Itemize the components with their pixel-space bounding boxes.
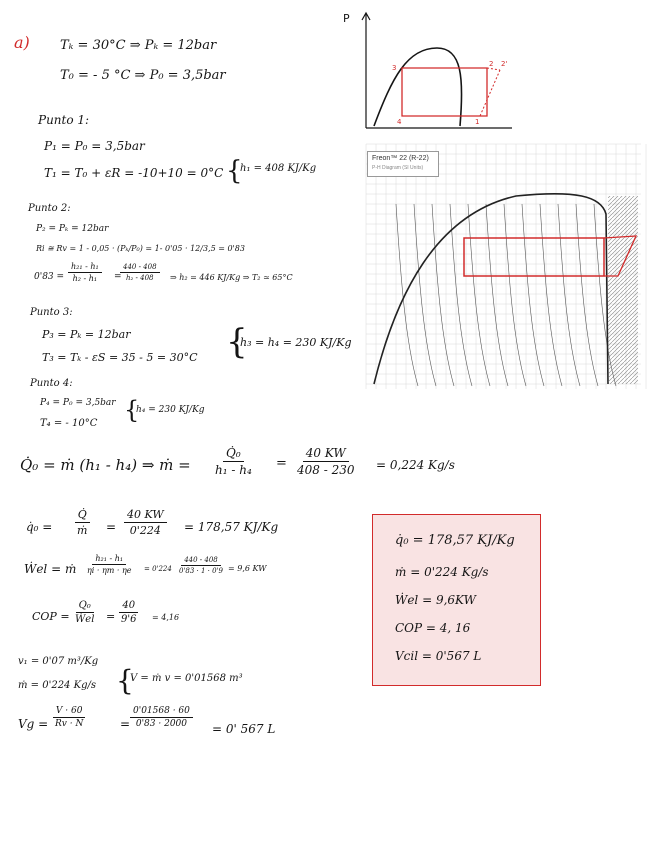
vg-result: = 0' 567 L xyxy=(212,722,276,736)
cop-frac-1-num: Q₀ xyxy=(76,600,94,613)
punto3-temperature: T₃ = Tₖ - εS = 35 - 5 = 30°C xyxy=(42,351,198,364)
massflow-frac-1 xyxy=(212,446,255,477)
sketch-dashed-line xyxy=(480,70,500,116)
q0-frac-2-den: 0'224 xyxy=(129,524,161,537)
chart-legend-box xyxy=(367,151,439,177)
punto2-eq-lhs: 0'83 = xyxy=(34,272,65,282)
punto3-enthalpy: h₃ = h₄ = 230 KJ/Kg xyxy=(240,336,352,349)
punto2-frac-1 xyxy=(68,262,102,283)
punto2-frac-2-num: 440 - 408 xyxy=(120,263,160,273)
q0-lhs: q̇₀ = xyxy=(26,520,53,534)
sketch-point-1: 1 xyxy=(475,118,480,126)
punto2-eq-mid: = xyxy=(114,272,122,282)
sketch-point-4: 4 xyxy=(397,118,402,126)
chart-superheat-region xyxy=(608,196,638,384)
saturation-dome xyxy=(374,48,462,126)
punto3-pressure: P₃ = Pₖ = 12bar xyxy=(42,328,131,341)
punto2-eq-rhs: ⇒ h₂ = 446 KJ/Kg ⇒ T₂ ≃ 65°C xyxy=(170,273,293,282)
volumetric-flow: V = ṁ v = 0'01568 m³ xyxy=(130,673,243,684)
sketch-point-2-prime: 2' xyxy=(501,60,508,68)
punto4-brace: { xyxy=(124,396,140,424)
given-evaporating: T₀ = - 5 °C ⇒ P₀ = 3,5bar xyxy=(60,68,226,83)
part-label: a) xyxy=(14,33,30,52)
vg-frac-2-num: 0'01568 · 60 xyxy=(130,706,193,718)
cop-frac-1-den: Ẇel xyxy=(75,614,95,625)
massflow-frac-2-num: 40 KW xyxy=(303,446,349,462)
result-q0: q̇₀ = 178,57 KJ/Kg xyxy=(395,533,515,548)
wel-lhs: Ẇel = ṁ xyxy=(24,562,77,576)
wel-frac-1 xyxy=(84,554,135,575)
punto1-temperature: T₁ = T₀ + εR = -10+10 = 0°C xyxy=(44,166,224,180)
q0-frac-1-num: Q̇ xyxy=(75,508,90,523)
q0-frac-1-den: ṁ xyxy=(77,524,88,537)
vg-frac-1-num: V · 60 xyxy=(53,706,86,718)
punto3-heading: Punto 3: xyxy=(30,307,73,318)
vg-frac-2-den: 0'83 · 2000 xyxy=(135,719,187,729)
wel-mid: = 0'224 xyxy=(144,565,172,573)
sketch-cycle xyxy=(402,68,487,116)
sketch-point-3: 3 xyxy=(392,64,397,72)
punto1-heading: Punto 1: xyxy=(38,113,90,127)
volume-brace: { xyxy=(116,664,134,697)
punto2-frac-2-den: h₂ - 408 xyxy=(126,274,154,282)
cop-frac-2-num: 40 xyxy=(119,600,138,613)
massflow-frac-2-den: 408 - 230 xyxy=(297,463,355,477)
cop-frac-2-den: 9'6 xyxy=(121,614,137,625)
massflow-frac-1-num: Q̇₀ xyxy=(223,446,244,462)
punto1-brace: { xyxy=(226,156,243,186)
q0-result: = 178,57 KJ/Kg xyxy=(184,520,279,534)
wel-frac-2-den: 0'83 · 1 · 0'9 xyxy=(179,567,223,575)
cop-frac-1 xyxy=(72,600,97,625)
punto1-enthalpy: h₁ = 408 KJ/Kg xyxy=(240,163,317,174)
massflow-frac-1-den: h₁ - h₄ xyxy=(215,463,252,477)
sketch-real-compression xyxy=(487,68,500,70)
vg-frac-1 xyxy=(52,706,86,729)
sketch-axis-label: P xyxy=(343,12,350,25)
wel-frac-1-num: h₂₁ - h₁ xyxy=(92,554,126,565)
punto4-temperature: T₄ = - 10°C xyxy=(40,418,98,429)
result-mass-flow: ṁ = 0'224 Kg/s xyxy=(395,565,489,579)
wel-frac-1-den: ηi · ηm · ηe xyxy=(87,566,132,575)
punto1-pressure: P₁ = P₀ = 3,5bar xyxy=(44,139,145,153)
massflow-eq: = xyxy=(276,456,287,471)
punto2-frac-2 xyxy=(120,263,160,282)
punto4-enthalpy: h₄ = 230 KJ/Kg xyxy=(136,405,205,415)
result-cop: COP = 4, 16 xyxy=(395,621,471,635)
vg-frac-1-den: Rv · N xyxy=(55,719,84,729)
cop-lhs: COP = xyxy=(32,610,70,623)
cop-result: = 4,16 xyxy=(152,613,180,622)
result-vcil: Vcil = 0'567 L xyxy=(395,649,482,663)
punto2-frac-1-num: h₂₁ - h₁ xyxy=(68,262,102,273)
result-wel: Ẇel = 9,6KW xyxy=(395,593,476,607)
chart-subtitle: P-H Diagram (SI Units) xyxy=(372,165,424,171)
q0-frac-2-num: 40 KW xyxy=(124,508,167,523)
given-condensing: Tₖ = 30°C ⇒ Pₖ = 12bar xyxy=(60,38,217,53)
punto4-pressure: P₄ = P₀ = 3,5bar xyxy=(40,398,116,408)
q0-frac-2 xyxy=(124,508,167,537)
volume-mass-flow: ṁ = 0'224 Kg/s xyxy=(18,680,96,691)
punto2-heading: Punto 2: xyxy=(28,203,71,214)
vg-lhs: Vg = xyxy=(18,717,49,731)
q0-eq: = xyxy=(106,520,117,534)
wel-result: = 9,6 KW xyxy=(228,564,267,573)
massflow-result: = 0,224 Kg/s xyxy=(376,458,455,472)
specific-volume: v₁ = 0'07 m³/Kg xyxy=(18,656,99,667)
cop-frac-2 xyxy=(118,600,139,625)
massflow-frac-2 xyxy=(294,446,358,477)
q0-frac-1 xyxy=(74,508,90,537)
chart-title: Freon™ 22 (R-22) xyxy=(372,155,429,162)
punto3-brace: { xyxy=(226,322,248,362)
punto2-efficiency: Ri ≅ Rv = 1 - 0,05 · (Pₖ/P₀) = 1- 0'05 · 12/3,5 = 0'83 xyxy=(36,244,245,253)
sketch-point-2: 2 xyxy=(489,60,494,68)
punto2-frac-1-den: h₂ - h₁ xyxy=(72,274,98,283)
results-box xyxy=(372,514,541,686)
punto4-heading: Punto 4: xyxy=(30,378,73,389)
vg-eq: = xyxy=(120,717,131,731)
cop-eq: = xyxy=(106,610,116,623)
punto2-pressure: P₂ = Pₖ = 12bar xyxy=(36,224,109,234)
vg-frac-2 xyxy=(130,706,193,729)
wel-frac-2-num: 440 - 408 xyxy=(181,556,221,566)
wel-frac-2 xyxy=(176,556,226,575)
ph-sketch xyxy=(343,8,512,130)
massflow-lhs: Q̇₀ = ṁ (h₁ - h₄) ⇒ ṁ = xyxy=(20,456,191,474)
